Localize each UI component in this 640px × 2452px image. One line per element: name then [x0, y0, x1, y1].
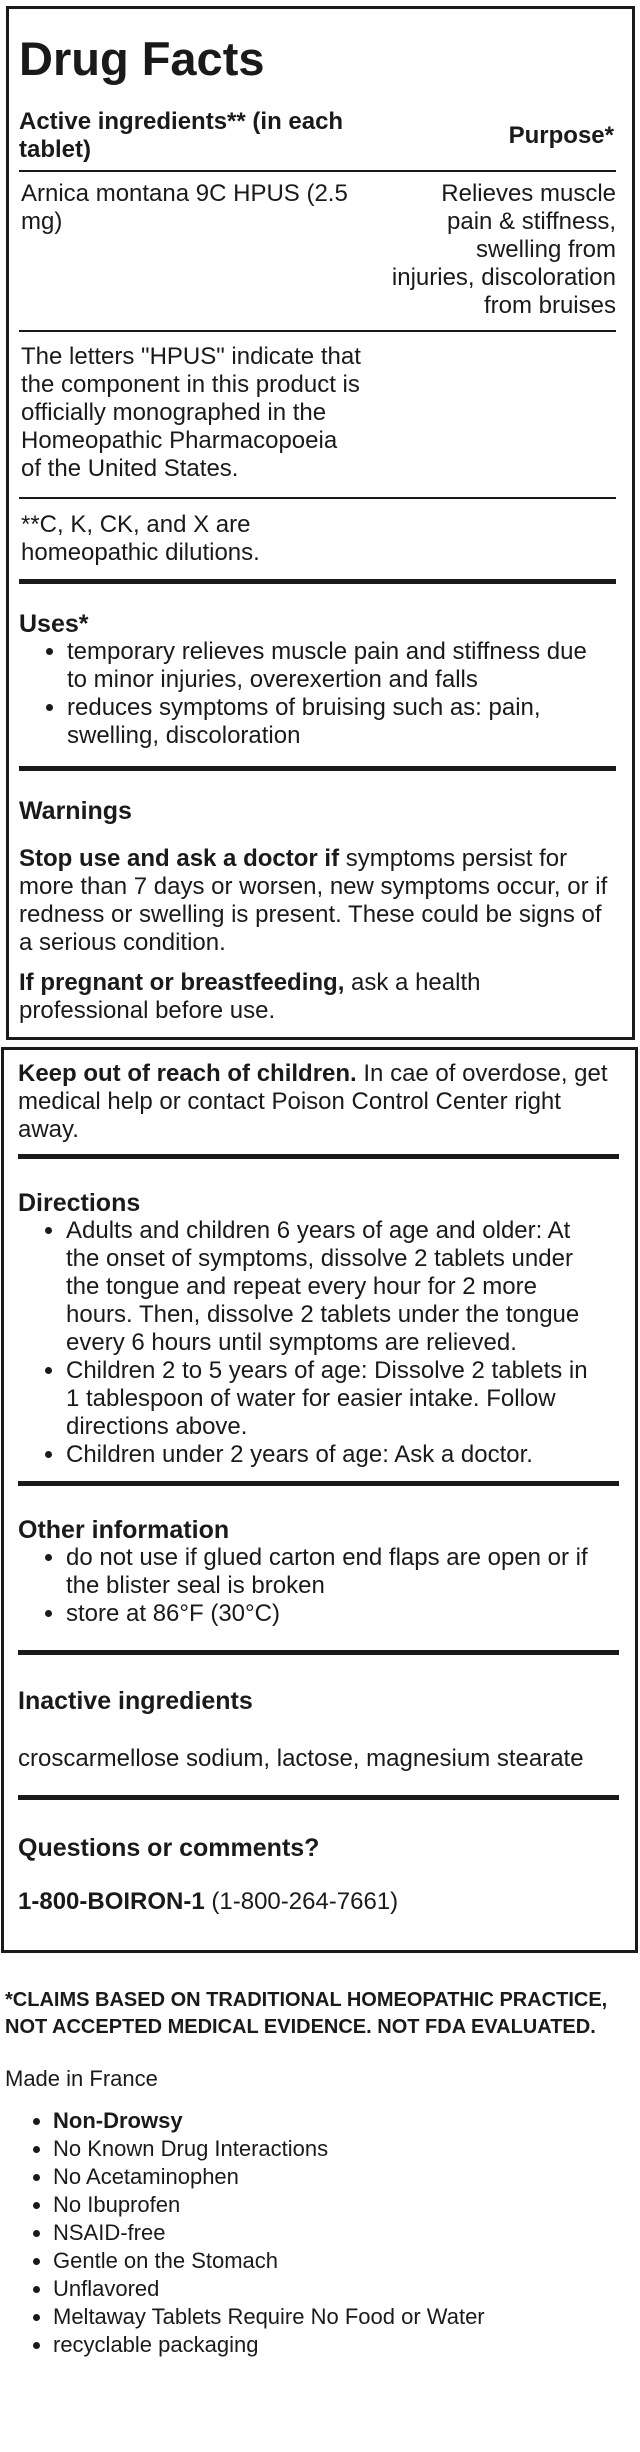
purpose-line: pain & stiffness, — [447, 208, 616, 235]
list-item: • Meltaway Tablets Require No Food or Water — [53, 2303, 630, 2331]
active-ingredients-header-row — [19, 108, 616, 172]
pregnancy-rest-text: ask a health professional before use. — [19, 969, 481, 1024]
stop-use-bold-text: Stop use and ask a doctor if — [19, 845, 340, 872]
purpose-line: Relieves muscle — [441, 180, 616, 207]
label-footer — [0, 1987, 640, 2359]
section-divider — [19, 766, 616, 771]
section-divider — [18, 1154, 619, 1159]
purpose-line: injuries, discoloration — [391, 264, 616, 291]
section-divider — [18, 1650, 619, 1655]
active-ingredients-header: Active ingredients** (in each tablet) — [19, 108, 344, 163]
questions-heading: Questions or comments? — [18, 1834, 320, 1862]
purpose-line: from bruises — [483, 292, 616, 319]
list-item: • reduces symptoms of bruising such as: pain, swelling, discoloration — [67, 694, 596, 750]
directions-list — [18, 1217, 619, 1469]
section-divider — [18, 1795, 619, 1800]
claims-disclaimer: *CLAIMS BASED ON TRADITIONAL HOMEOPATHIC PRACTICE, NOT ACCEPTED MEDICAL EVIDENCE. NOT FDA EVALUATED. — [5, 1989, 608, 2038]
ingredient-purpose — [392, 180, 616, 320]
purpose-header: Purpose* — [508, 122, 614, 149]
section-divider — [19, 579, 616, 584]
inactive-ingredients-text: croscarmellose sodium, lactose, magnesium stearate — [18, 1745, 584, 1772]
stop-use-paragraph — [19, 845, 616, 957]
uses-list — [19, 638, 616, 750]
hpus-note: The letters "HPUS" indicate that the component in this product is officially monographed in the Homeopathic Pharmacopoeia of the United States. — [21, 343, 361, 482]
dilutions-note: **C, K, CK, and X are homeopathic dilutions. — [21, 511, 260, 566]
stop-use-rest-text: symptoms persist for more than 7 days or worsen, new symptoms occur, or if redness or swelling is present. These could be signs of a serious condition. — [19, 845, 608, 956]
keep-out-of-reach-paragraph — [18, 1060, 619, 1144]
made-in-france-text: Made in France — [5, 2066, 158, 2091]
list-item: • Adults and children 6 years of age and older: At the onset of symptoms, dissolve 2 tablets under the tongue and repeat every hour for 2 more hours. Then, dissolve 2 tablets under the tongue every 6 hours until symptoms are relieved. — [66, 1217, 599, 1357]
product-features-list — [5, 2107, 630, 2359]
hpus-note-section — [19, 332, 616, 499]
phone-bold-text: 1-800-BOIRON-1 — [18, 1888, 205, 1915]
dilutions-note-section — [19, 499, 616, 579]
list-item: • NSAID-free — [53, 2219, 630, 2247]
other-information-list — [18, 1544, 619, 1628]
phone-number — [18, 1888, 619, 1916]
uses-heading: Uses* — [19, 610, 89, 638]
keep-out-bold-text: Keep out of reach of children. — [18, 1060, 357, 1087]
list-item: • Gentle on the Stomach — [53, 2247, 630, 2275]
other-information-heading: Other information — [18, 1516, 230, 1544]
ingredient-name: Arnica montana 9C HPUS (2.5 mg) — [21, 180, 348, 235]
list-item: • Unflavored — [53, 2275, 630, 2303]
list-item: • Children 2 to 5 years of age: Dissolve 2 tablets in 1 tablespoon of water for easier intake. Follow directions above. — [66, 1357, 599, 1441]
list-item: • No Ibuprofen — [53, 2191, 630, 2219]
list-item: • store at 86°F (30°C) — [66, 1600, 599, 1628]
pregnancy-bold-text: If pregnant or breastfeeding, — [19, 969, 345, 996]
list-item: • temporary relieves muscle pain and stiffness due to minor injuries, overexertion and falls — [67, 638, 596, 694]
drug-facts-title: Drug Facts — [19, 32, 265, 85]
warnings-heading: Warnings — [19, 797, 132, 825]
section-divider — [18, 1481, 619, 1486]
active-ingredient-row — [19, 172, 616, 332]
list-item: • No Acetaminophen — [53, 2163, 630, 2191]
list-item: • do not use if glued carton end flaps are open or if the blister seal is broken — [66, 1544, 599, 1600]
drug-facts-panel-continued — [1, 1047, 638, 1953]
phone-rest-text: (1-800-264-7661) — [204, 1888, 399, 1915]
purpose-line: swelling from — [475, 236, 616, 263]
keep-out-rest-text: In cae of overdose, get medical help or contact Poison Control Center right away. — [18, 1060, 608, 1143]
inactive-ingredients-heading: Inactive ingredients — [18, 1687, 253, 1715]
directions-heading: Directions — [18, 1189, 141, 1217]
list-item: • Non-Drowsy — [53, 2107, 630, 2135]
list-item: • recyclable packaging — [53, 2331, 630, 2359]
pregnancy-paragraph — [19, 969, 616, 1025]
drug-facts-panel — [6, 6, 635, 1040]
list-item: • Children under 2 years of age: Ask a doctor. — [66, 1441, 599, 1469]
list-item: • No Known Drug Interactions — [53, 2135, 630, 2163]
